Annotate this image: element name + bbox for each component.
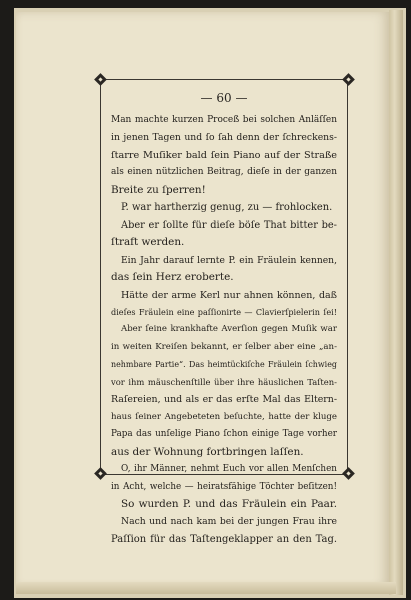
page-bottom-edge	[16, 582, 396, 594]
text-line: Man machte kurzen Proceß bei solchen Anläſſen	[111, 115, 337, 125]
book-edge	[389, 10, 403, 595]
text-line: vor ihm mäuschenſtille über ihre häuslichen Taſten-	[111, 376, 337, 387]
text-line: Paſſion für das Taſtengeklapper an den Tag.	[111, 533, 337, 545]
page-number: — 60 —	[200, 91, 248, 105]
text-line: in Acht, welche — heiratsfähige Töchter beſitzen!	[111, 481, 337, 492]
body-text	[111, 112, 337, 548]
text-line: Breite zu ſperren!	[111, 183, 206, 196]
text-line: das ſein Herz eroberte.	[111, 271, 234, 284]
text-line: Papa das unſelige Piano ſchon einige Tage vorher	[111, 429, 337, 440]
text-line: ſtarre Muſiker bald ſein Piano auf der Straße	[111, 149, 337, 161]
text-line: Aber ſeine krankhafte Averſion gegen Muſik war	[121, 324, 337, 335]
text-line: nehmbare Partie“. Das heimtückiſche Fräulein ſchwieg	[111, 360, 337, 370]
text-line: haus ſeiner Angebeteten beſuchte, hatte der kluge	[111, 411, 337, 422]
text-line: aus der Wohnung fortbringen laſſen.	[111, 445, 304, 458]
text-line: dieſes Fräulein eine paſſionirte — Clavierſpielerin ſei!	[111, 306, 337, 317]
text-line: Raſereien, und als er das erſte Mal das Eltern-	[111, 394, 337, 406]
text-line: in jenen Tagen und ſo ſah denn der ſchreckens-	[111, 132, 337, 144]
text-line: Hätte der arme Kerl nur ahnen können, daß	[121, 289, 337, 301]
text-line: Aber er ſollte für dieſe böſe That bitter be-	[121, 219, 337, 231]
text-line: O, ihr Männer, nehmt Euch vor allen Menſchen	[121, 464, 337, 475]
text-line: in weiten Kreiſen bekannt, er ſelber aber eine „an-	[111, 341, 337, 352]
text-line: Ein Jahr darauf lernte P. ein Fräulein kennen,	[121, 254, 337, 266]
text-line: So wurden P. und das Fräulein ein Paar.	[121, 497, 337, 510]
text-line: als einen nützlichen Beitrag, dieſe in der ganzen	[111, 167, 337, 178]
text-line: P. war hartherzig genug, zu — frohlocken.	[121, 202, 333, 214]
text-line: Nach und nach kam bei der jungen Frau ihre	[121, 516, 337, 528]
text-line: ſtraft werden.	[111, 236, 185, 249]
